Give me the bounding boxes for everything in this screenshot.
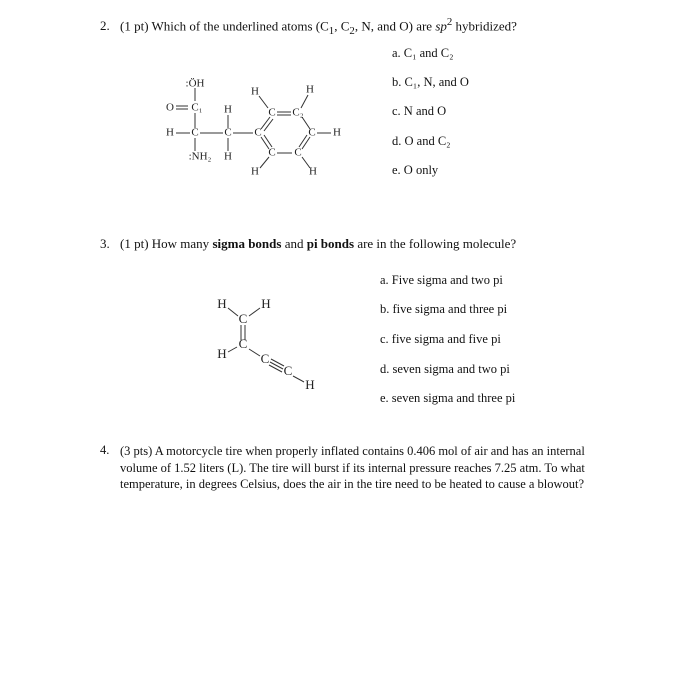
q3-option-a[interactable]: a. Five sigma and two pi bbox=[380, 273, 503, 287]
q2-text: (1 pt) Which of the underlined atoms (C bbox=[120, 18, 329, 34]
q2-option-a[interactable]: a. C₁ and C₂ bbox=[392, 46, 454, 60]
q2-text4: hybridized? bbox=[452, 18, 517, 34]
atom-c: C bbox=[238, 310, 248, 326]
q3-text: (1 pt) How many bbox=[120, 236, 213, 251]
atom-h: H bbox=[166, 126, 174, 139]
q2-option-e[interactable]: e. O only bbox=[392, 163, 439, 177]
atom-c: C bbox=[254, 126, 262, 139]
atom-c: C bbox=[191, 126, 199, 139]
atom-c: C bbox=[260, 350, 270, 366]
atom-c1: C₁ bbox=[191, 101, 203, 114]
atom-h: H bbox=[217, 295, 227, 311]
atom-c: C bbox=[283, 362, 293, 378]
q3-number: 3. bbox=[100, 236, 110, 251]
q2-sub2: 2 bbox=[349, 24, 355, 37]
atom-oh: :ÖH bbox=[185, 77, 205, 90]
q3-bold1: sigma bonds bbox=[212, 236, 282, 251]
q2-option-d[interactable]: d. O and C₂ bbox=[392, 134, 451, 148]
atom-h: H bbox=[224, 150, 232, 163]
q3-text2: and bbox=[281, 236, 307, 251]
q3-option-d[interactable]: d. seven sigma and two pi bbox=[380, 362, 510, 376]
atom-h: H bbox=[251, 165, 259, 178]
atom-c: C bbox=[268, 146, 276, 159]
atom-h: H bbox=[309, 165, 317, 178]
atom-h: H bbox=[217, 345, 227, 361]
q2-option-c[interactable]: c. N and O bbox=[392, 104, 447, 118]
atom-h: H bbox=[224, 103, 232, 116]
q3-option-c[interactable]: c. five sigma and five pi bbox=[380, 332, 501, 346]
atom-c: C bbox=[238, 335, 248, 351]
q2-option-b[interactable]: b. C₁, N, and O bbox=[392, 75, 469, 89]
q3-text3: are in the following molecule? bbox=[354, 236, 517, 251]
atom-h: H bbox=[333, 126, 341, 139]
atom-c: C bbox=[268, 106, 276, 119]
q3-bold2: pi bonds bbox=[306, 236, 355, 251]
atom-o: O bbox=[166, 101, 174, 114]
q2-sub1: 1 bbox=[328, 24, 335, 37]
q3-option-e[interactable]: e. seven sigma and three pi bbox=[380, 391, 516, 405]
q2-sp: sp bbox=[435, 18, 447, 34]
question-3 bbox=[100, 236, 516, 252]
molecule-2-atoms bbox=[217, 296, 314, 392]
q2-text2: , C bbox=[334, 18, 350, 34]
atom-c: C bbox=[308, 126, 316, 139]
atom-c: C bbox=[294, 146, 302, 159]
atom-c2: C₂ bbox=[292, 106, 304, 119]
atom-c: C bbox=[224, 126, 232, 139]
q2-number: 2. bbox=[100, 18, 110, 34]
q4-number: 4. bbox=[100, 443, 110, 457]
atom-h: H bbox=[306, 83, 314, 96]
q3-option-b[interactable]: b. five sigma and three pi bbox=[380, 302, 508, 316]
q2-sup: 2 bbox=[446, 16, 453, 28]
molecule-1-atoms bbox=[166, 78, 341, 178]
atom-h: H bbox=[305, 376, 315, 392]
atom-nh2: :NH₂ bbox=[188, 150, 212, 163]
q4-text: (3 pts) A motorcycle tire when properly inflated contains 0.406 mol of air and has an internal volume of 1.52 liters (L). The tire will burst if its internal pressure reaches 7.25 atm. To what temperature, in degrees Celsius, does the air in the tire need to be heated to cause a blowout? bbox=[120, 444, 585, 491]
q2-text3: , N, and O) are bbox=[354, 18, 436, 34]
atom-h: H bbox=[261, 295, 271, 311]
atom-h: H bbox=[251, 85, 259, 98]
